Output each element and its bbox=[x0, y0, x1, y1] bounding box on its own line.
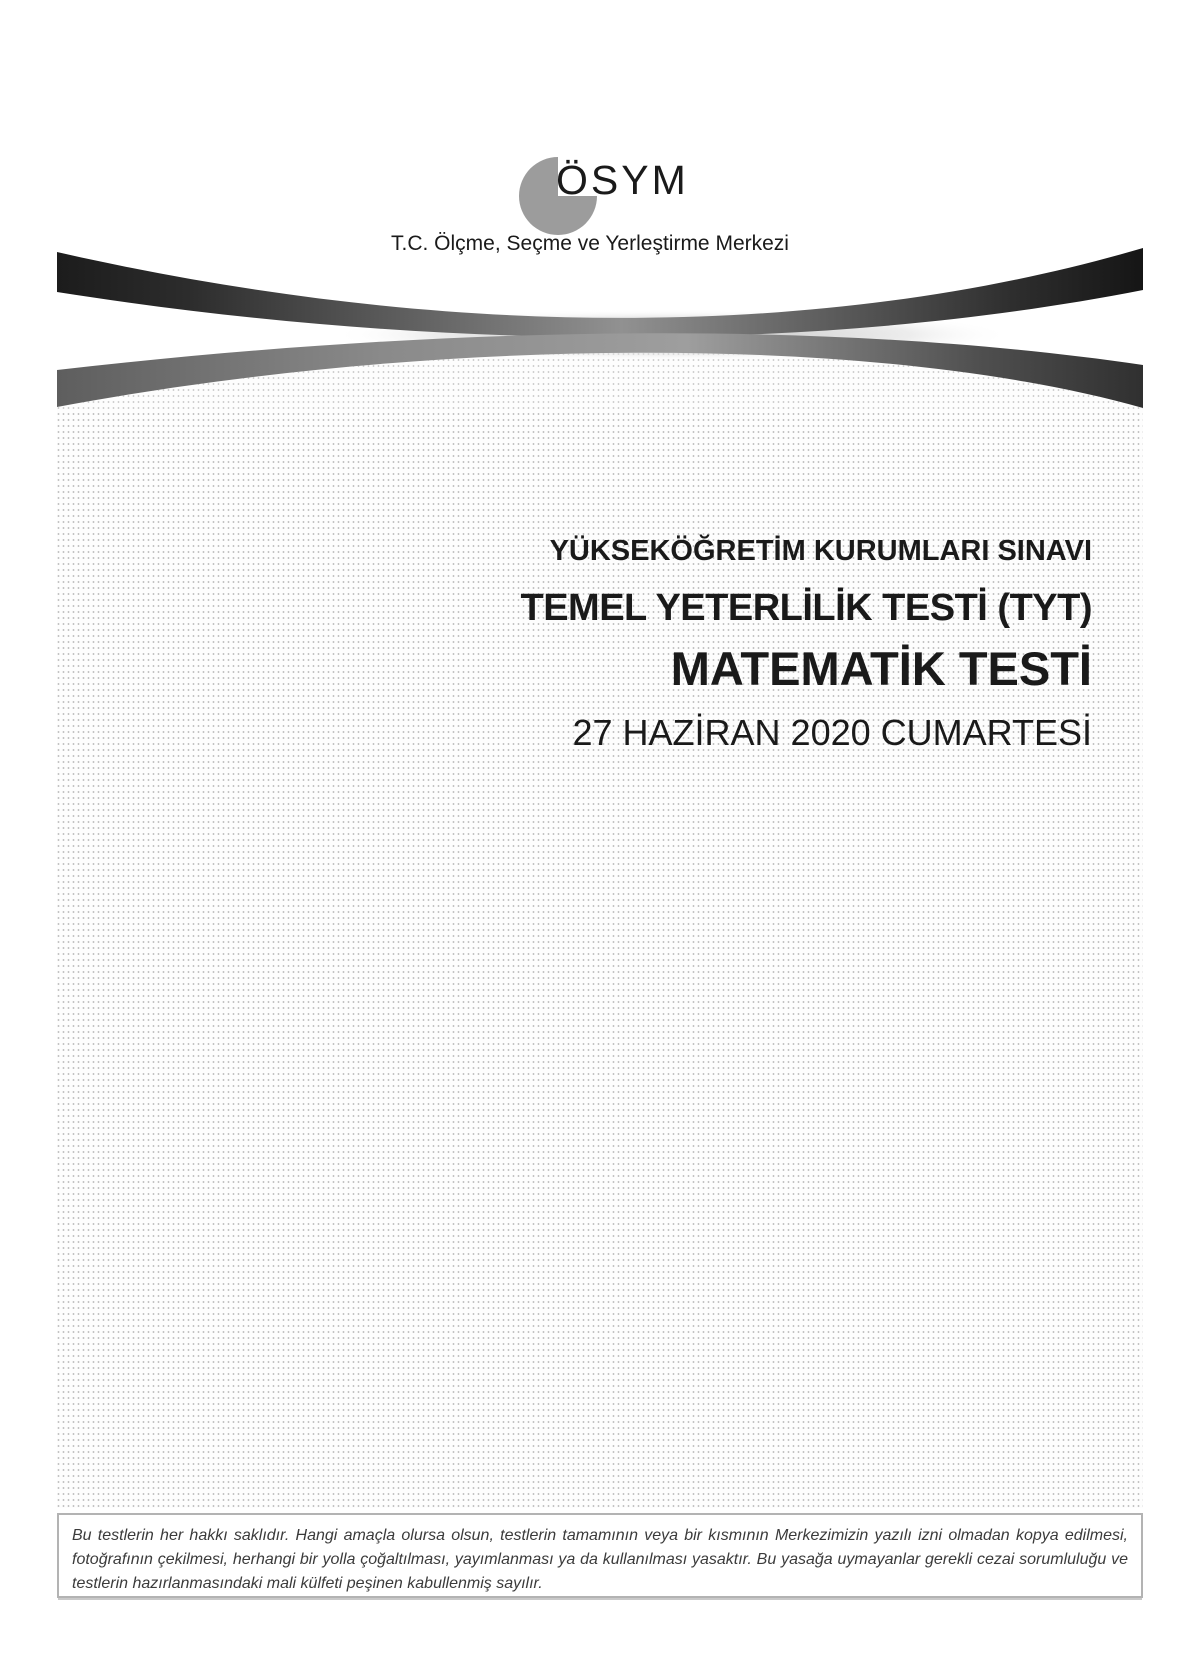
osym-logo-text: ÖSYM bbox=[556, 157, 689, 203]
copyright-box bbox=[57, 1513, 1143, 1598]
dotted-background-panel bbox=[57, 412, 1143, 1508]
test-name-title: TEMEL YETERLİLİK TESTİ (TYT) bbox=[520, 587, 1092, 629]
swoosh-top-band bbox=[57, 248, 1143, 337]
swoosh-ribbon-graphic bbox=[57, 238, 1143, 412]
exam-date-text: 27 HAZİRAN 2020 CUMARTESİ bbox=[572, 712, 1092, 753]
exam-name-title: YÜKSEKÖĞRETİM KURUMLARI SINAVI bbox=[549, 535, 1092, 567]
subject-name-title: MATEMATİK TESTİ bbox=[670, 642, 1092, 695]
organization-name: T.C. Ölçme, Seçme ve Yerleştirme Merkezi bbox=[391, 232, 789, 255]
copyright-text: Bu testlerin her hakkı saklıdır. Hangi amaçla olursa olsun, testlerin tamamının veya bir kısmının Merkezimizin yazılı izni olmadan kopya edilmesi, fotoğrafının çekilmesi, herhangi bir yolla çoğaltılması, yayımlanması ya da kullanılması yasaktır. Bu yasağa uymayanlar gerekli cezai sorumluluğu ve testlerin hazırlanmasındaki mali külfeti peşinen kabullenmiş sayılır. bbox=[72, 1527, 1128, 1592]
